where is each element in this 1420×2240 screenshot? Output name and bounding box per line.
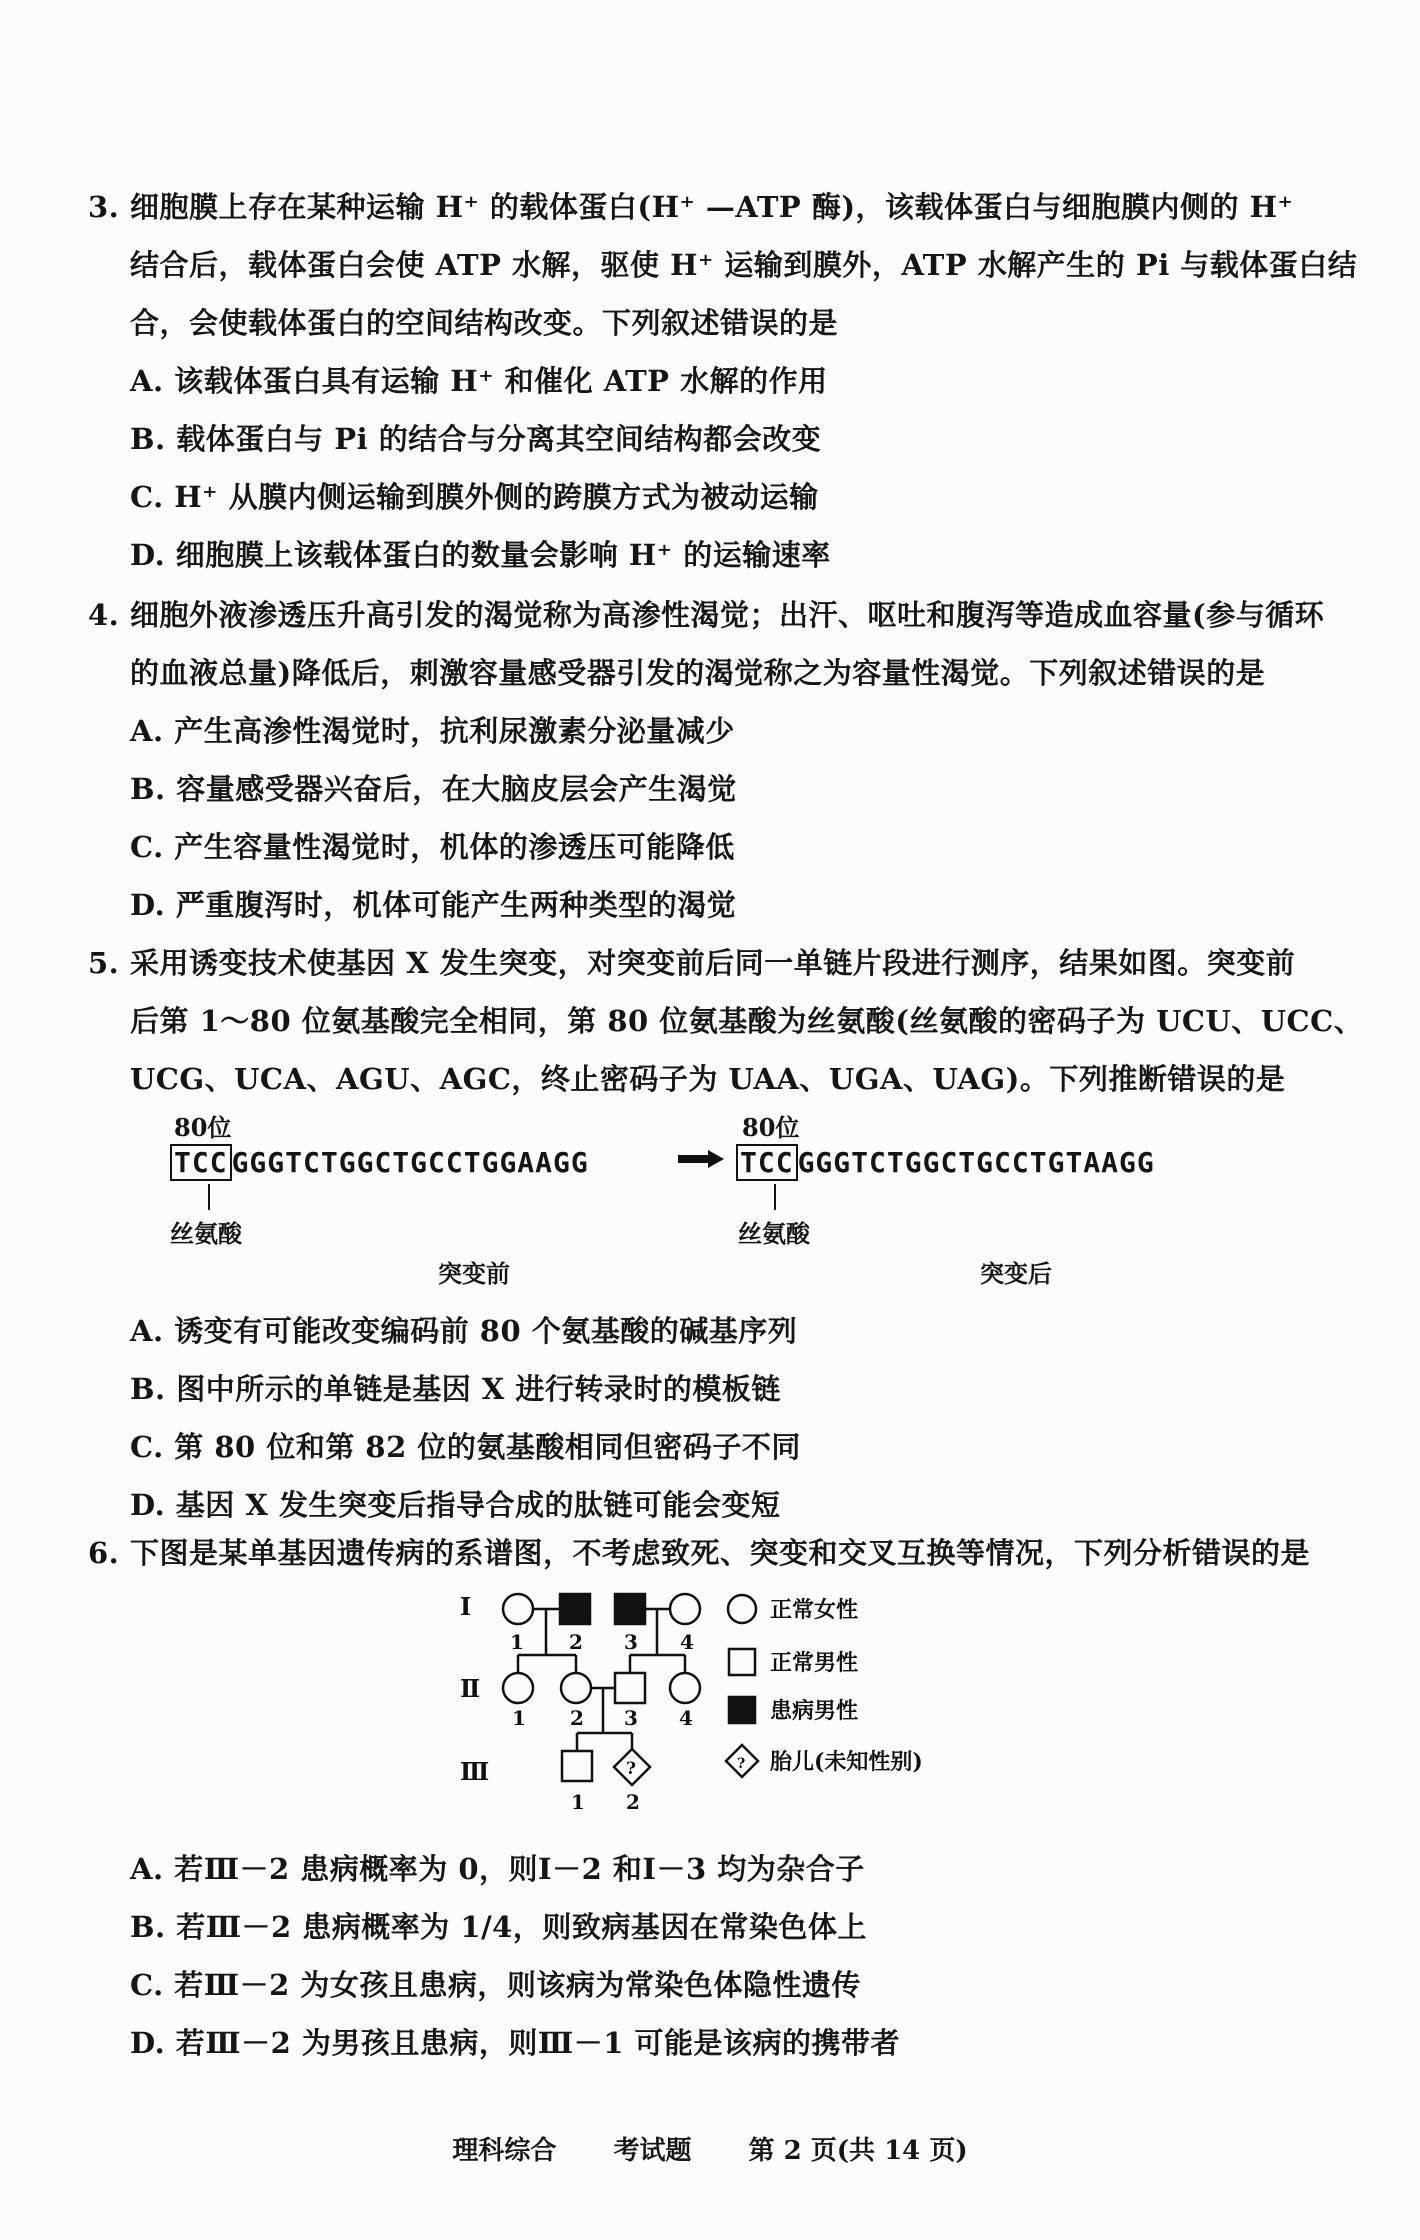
question-4-stem-1: 细胞外液渗透压升高引发的渴觉称为高渗性渴觉；出汗、呕吐和腹泻等造成血容量(参与循环	[130, 598, 1325, 632]
question-6-stem-1: 下图是某单基因遗传病的系谱图，不考虑致死、突变和交叉互换等情况，下列分析错误的是	[130, 1536, 1311, 1570]
amino-label-after: 丝氨酸	[738, 1219, 810, 1248]
question-3-option-d: D. 细胞膜上该载体蛋白的数量会影响 H⁺ 的运输速率	[130, 538, 831, 572]
question-3-stem-2: 结合后，载体蛋白会使 ATP 水解，驱使 H⁺ 运输到膜外，ATP 水解产生的 Pi 与载体蛋白结	[130, 248, 1358, 282]
question-3-stem-1: 细胞膜上存在某种运输 H⁺ 的载体蛋白(H⁺ —ATP 酶)，该载体蛋白与细胞膜内侧的 H⁺	[130, 190, 1294, 224]
question-6-number: 6.	[88, 1536, 120, 1570]
footer-paper: 考试题	[613, 2136, 692, 2166]
question-6-line	[88, 1524, 1348, 1582]
question-5-option-a: A. 诱变有可能改变编码前 80 个氨基酸的碱基序列	[130, 1314, 798, 1348]
gen2-num-4: 4	[679, 1706, 693, 1730]
question-3-option-b: B. 载体蛋白与 Pi 的结合与分离其空间结构都会改变	[130, 422, 822, 456]
legend-label-fetus: 胎儿(未知性别)	[770, 1749, 923, 1775]
question-5-stem-2: 后第 1～80 位氨基酸完全相同，第 80 位氨基酸为丝氨酸(丝氨酸的密码子为 UCU、UCC、	[130, 1004, 1364, 1038]
gen1-num-3: 3	[624, 1630, 638, 1654]
question-3-number: 3.	[88, 190, 120, 224]
legend-female-icon	[728, 1595, 756, 1623]
codon-box-before: TCC	[170, 1144, 232, 1181]
pedigree-chart	[460, 1585, 1000, 1825]
pedigree-i3-affected-male	[615, 1594, 645, 1624]
arrow-right-icon	[678, 1150, 724, 1168]
question-3-stem-3: 合，会使载体蛋白的空间结构改变。下列叙述错误的是	[130, 306, 839, 340]
footer-subject: 理科综合	[452, 2136, 557, 2166]
question-4-option-d: D. 严重腹泻时，机体可能产生两种类型的渴觉	[130, 888, 737, 922]
legend-label-male: 正常男性	[770, 1650, 859, 1676]
question-4-option-b: B. 容量感受器兴奋后，在大脑皮层会产生渴觉	[130, 772, 737, 806]
footer-page-number: 第 2 页(共 14 页)	[748, 2136, 968, 2166]
dna-sequence-figure	[170, 1108, 1270, 1288]
sequence-before-rest: GGGTCTGGCTGCCTGGAAGG	[231, 1146, 589, 1179]
question-4-number: 4.	[88, 598, 120, 632]
gen1-num-1: 1	[510, 1630, 524, 1654]
question-6-option-d: D. 若Ⅲ－2 为男孩且患病，则Ⅲ－1 可能是该病的携带者	[130, 2026, 900, 2060]
caption-before: 突变前	[438, 1259, 510, 1288]
generation-label-1: Ⅰ	[460, 1592, 472, 1621]
question-5-stem-1: 采用诱变技术使基因 X 发生突变，对突变前后同一单链片段进行测序，结果如图。突变前	[130, 946, 1296, 980]
pedigree-i2-affected-male	[560, 1594, 590, 1624]
pedigree-i1-female	[503, 1594, 533, 1624]
fetus-question-mark: ?	[626, 1759, 636, 1779]
sequence-before	[170, 1146, 589, 1179]
position-label-after: 80位	[742, 1113, 800, 1142]
question-4-option-a: A. 产生高渗性渴觉时，抗利尿激素分泌量减少	[130, 714, 735, 748]
pointer-line-after	[774, 1184, 776, 1210]
question-5-option-c: C. 第 80 位和第 82 位的氨基酸相同但密码子不同	[130, 1430, 801, 1464]
question-6-option-b: B. 若Ⅲ－2 患病概率为 1/4，则致病基因在常染色体上	[130, 1910, 867, 1944]
pedigree-i4-female	[670, 1594, 700, 1624]
pedigree-ii2-female	[561, 1673, 591, 1703]
question-4-stem-2: 的血液总量)降低后，刺激容量感受器引发的渴觉称之为容量性渴觉。下列叙述错误的是	[130, 656, 1266, 690]
codon-box-after: TCC	[736, 1144, 798, 1181]
question-3-line	[88, 178, 1348, 236]
gen2-num-2: 2	[570, 1706, 584, 1730]
sequence-after-rest: GGGTCTGGCTGCCTGTAAGG	[797, 1146, 1155, 1179]
generation-label-3: Ⅲ	[460, 1757, 490, 1786]
sequence-after	[736, 1146, 1155, 1179]
question-4-option-c: C. 产生容量性渴觉时，机体的渗透压可能降低	[130, 830, 735, 864]
pedigree-ii4-female	[670, 1673, 700, 1703]
legend-affected-male-icon	[729, 1697, 755, 1723]
question-3-option-a: A. 该载体蛋白具有运输 H⁺ 和催化 ATP 水解的作用	[130, 364, 828, 398]
gen2-num-1: 1	[512, 1706, 526, 1730]
question-3-option-c: C. H⁺ 从膜内侧运输到膜外侧的跨膜方式为被动运输	[130, 480, 819, 514]
question-5-option-d: D. 基因 X 发生突变后指导合成的肽链可能会变短	[130, 1488, 781, 1522]
question-5-line	[88, 934, 1348, 992]
amino-label-before: 丝氨酸	[170, 1219, 242, 1248]
pointer-line-before	[208, 1184, 210, 1210]
legend-label-affected-male: 患病男性	[770, 1698, 859, 1724]
gen1-num-2: 2	[569, 1630, 583, 1654]
question-5-stem-3: UCG、UCA、AGU、AGC，终止密码子为 UAA、UGA、UAG)。下列推断错误的是	[130, 1062, 1286, 1096]
legend-fetus-question-mark: ?	[737, 1756, 746, 1772]
generation-label-2: Ⅱ	[460, 1674, 481, 1703]
question-4	[88, 586, 1348, 934]
pedigree-ii1-female	[503, 1673, 533, 1703]
page-footer	[0, 2130, 1420, 2167]
question-4-line	[88, 586, 1348, 644]
question-5-options	[88, 1302, 1348, 1534]
question-3	[88, 178, 1358, 584]
question-5-option-b: B. 图中所示的单链是基因 X 进行转录时的模板链	[130, 1372, 781, 1406]
legend-label-female: 正常女性	[770, 1597, 859, 1623]
pedigree-iii1-male	[562, 1751, 592, 1781]
gen3-num-2: 2	[626, 1790, 640, 1814]
question-6	[88, 1524, 1348, 1582]
caption-after: 突变后	[980, 1259, 1052, 1288]
gen3-num-1: 1	[571, 1790, 585, 1814]
legend-male-icon	[729, 1649, 755, 1675]
question-6-options	[88, 1840, 1348, 2072]
question-5-number: 5.	[88, 946, 120, 980]
pedigree-ii3-male	[615, 1673, 645, 1703]
position-label-before: 80位	[174, 1113, 232, 1142]
gen2-num-3: 3	[624, 1706, 638, 1730]
question-6-option-a: A. 若Ⅲ－2 患病概率为 0，则Ⅰ－2 和Ⅰ－3 均为杂合子	[130, 1852, 865, 1886]
question-5	[88, 934, 1364, 1108]
question-6-option-c: C. 若Ⅲ－2 为女孩且患病，则该病为常染色体隐性遗传	[130, 1968, 861, 2002]
gen1-num-4: 4	[680, 1630, 694, 1654]
